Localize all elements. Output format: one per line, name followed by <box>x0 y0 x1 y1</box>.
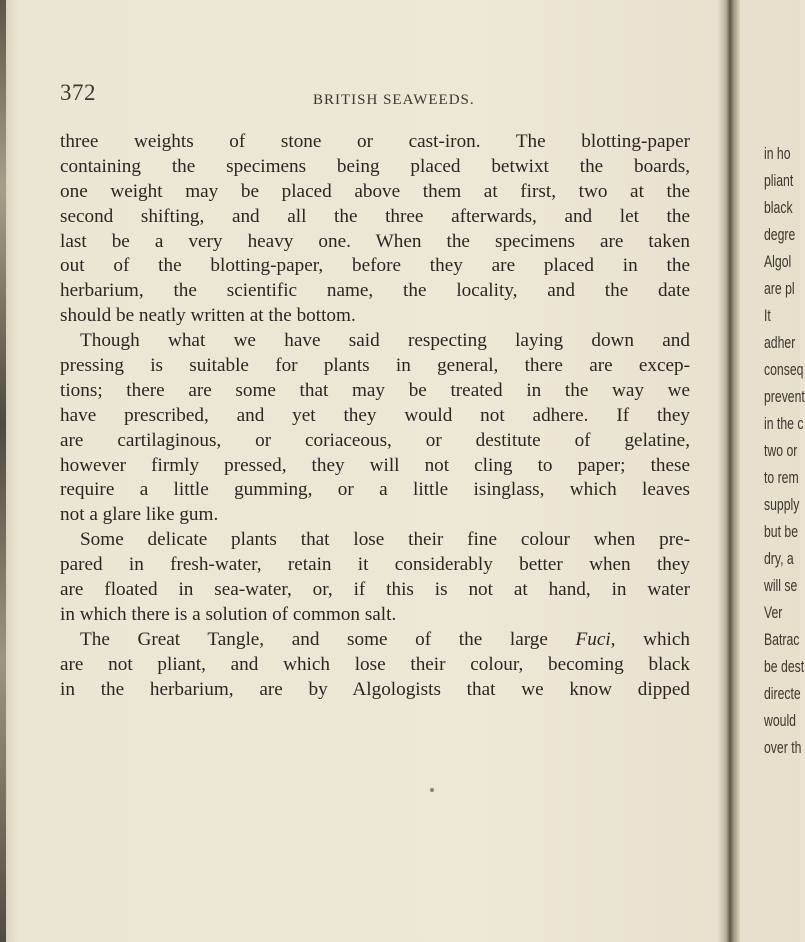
facing-text-fragment: dry, a <box>764 549 794 568</box>
text-line: Some delicate plants that lose their fine colour when pre- <box>80 529 690 551</box>
facing-text-fragment: Ver <box>764 603 783 622</box>
text-line: require a little gumming, or a little isinglass, which leaves <box>60 479 690 501</box>
facing-text-fragment: It <box>764 306 771 325</box>
text-line: Though what we have said respecting laying down and <box>80 330 690 352</box>
facing-text-fragment: directe <box>764 684 801 703</box>
facing-text-fragment: conseq <box>764 360 804 379</box>
facing-text-fragment: over th <box>764 738 802 757</box>
text-line: are floated in sea-water, or, if this is not at hand, in water <box>60 579 690 601</box>
facing-text-fragment: adher <box>764 333 796 352</box>
facing-page-edge <box>764 140 805 761</box>
text-line-with-italic <box>60 628 690 653</box>
text-line: pressing is suitable for plants in general, there are excep- <box>60 355 690 377</box>
page-edge <box>0 0 6 942</box>
text-line: are not pliant, and which lose their colour, becoming black <box>60 653 690 675</box>
facing-text-fragment: be dest <box>764 657 805 676</box>
facing-text-fragment: would <box>764 711 796 730</box>
facing-text-fragment: supply <box>764 495 800 514</box>
text-line: tions; there are some that may be treated in the way we <box>60 379 690 401</box>
text-line: out of the blotting-paper, before they are placed in the <box>60 255 690 277</box>
facing-text-fragment: in ho <box>764 144 791 163</box>
text-segment: The Great Tangle, and some of the large <box>80 628 576 650</box>
text-line: in the herbarium, are by Algologists that we know dipped <box>60 678 690 700</box>
facing-text-fragment: Batrac <box>764 630 800 649</box>
facing-text-fragment: to rem <box>764 468 799 487</box>
text-line: pared in fresh-water, retain it considerably better when they <box>60 554 690 576</box>
text-line: one weight may be placed above them at first, two at the <box>60 180 690 202</box>
facing-text-fragment: black <box>764 198 793 217</box>
facing-text-fragment: in the c <box>764 414 804 433</box>
text-line: three weights of stone or cast-iron. The blotting-paper <box>60 131 690 152</box>
facing-text-fragment: prevent <box>764 387 805 406</box>
facing-text-fragment: are pl <box>764 279 795 298</box>
text-segment: which <box>615 628 690 650</box>
facing-text-fragment: two or <box>764 441 798 460</box>
text-line: containing the specimens being placed betwixt the boards, <box>60 155 690 177</box>
facing-text-fragment: Algol <box>764 252 792 271</box>
facing-text-fragment: pliant <box>764 171 794 190</box>
text-line: in which there is a solution of common salt. <box>60 603 397 625</box>
text-line: second shifting, and all the three afterwards, and let the <box>60 205 690 227</box>
book-gutter <box>718 0 740 942</box>
text-line: last be a very heavy one. When the specimens are taken <box>60 230 690 252</box>
text-line: should be neatly written at the bottom. <box>60 305 356 327</box>
text-line: however firmly pressed, they will not cling to paper; these <box>60 454 690 476</box>
body-text <box>60 130 690 702</box>
facing-text-fragment: degre <box>764 225 796 244</box>
paper-speck <box>430 788 434 792</box>
facing-text-fragment: will se <box>764 576 798 595</box>
running-title: BRITISH SEAWEEDS. <box>313 92 475 108</box>
text-line: have prescribed, and yet they would not adhere. If they <box>60 404 690 426</box>
text-line: herbarium, the scientific name, the locality, and the date <box>60 280 690 302</box>
text-line: are cartilaginous, or coriaceous, or destitute of gelatine, <box>60 429 690 451</box>
facing-text-fragment: but be <box>764 522 799 541</box>
italic-term: Fuci, <box>575 628 616 650</box>
page-number: 372 <box>60 80 96 105</box>
text-line: not a glare like gum. <box>60 504 219 526</box>
